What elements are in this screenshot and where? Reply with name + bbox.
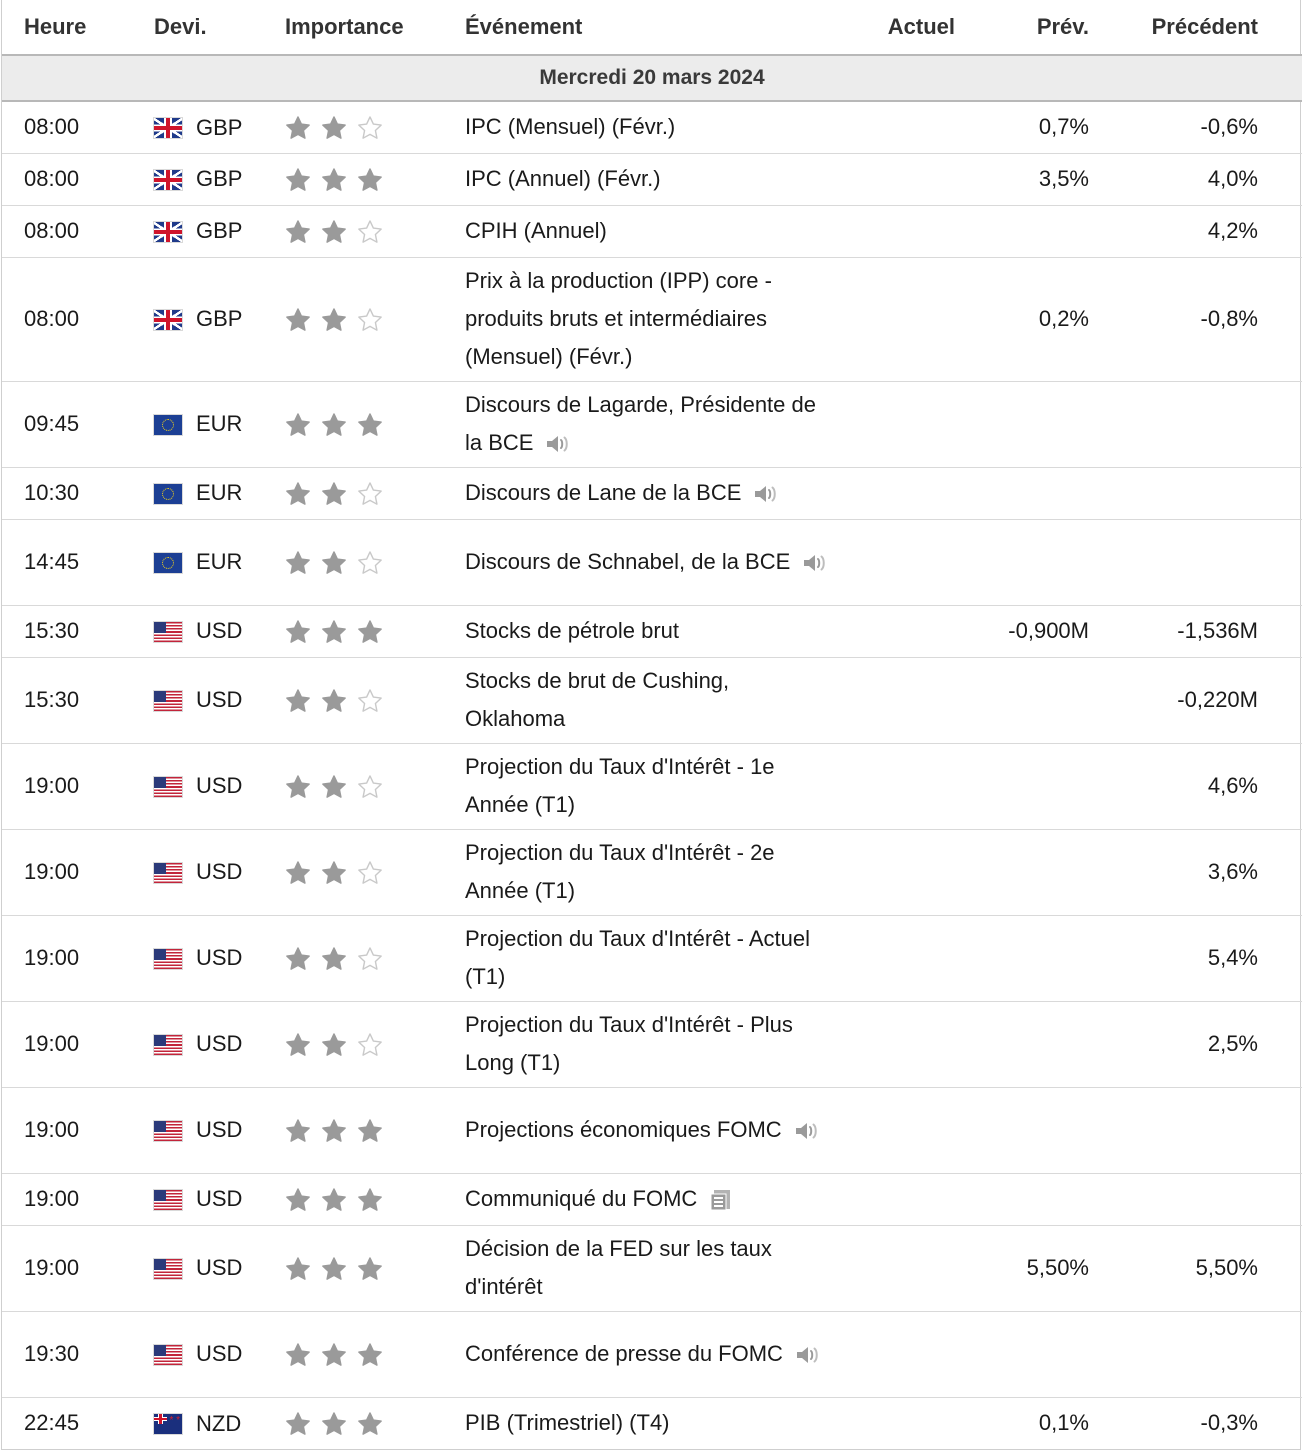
header-row: [2, 0, 1302, 55]
star-empty-icon: [357, 307, 383, 333]
event-row[interactable]: [2, 657, 1302, 743]
row-spacer: [1258, 205, 1302, 257]
event-row[interactable]: [2, 1001, 1302, 1087]
star-empty-icon: [357, 1032, 383, 1058]
event-currency: [154, 743, 285, 829]
event-previous: 4,2%: [1089, 205, 1258, 257]
event-name[interactable]: IPC (Mensuel) (Févr.): [465, 114, 676, 140]
event-name[interactable]: IPC (Annuel) (Févr.): [465, 166, 661, 191]
flag-eu-icon: [154, 415, 182, 435]
currency-code: USD: [196, 687, 243, 713]
speaker-icon[interactable]: [795, 1344, 821, 1366]
importance-stars: [285, 1311, 465, 1397]
event-time: 19:00: [2, 1225, 154, 1311]
star-filled-icon: [285, 219, 311, 245]
currency-code: GBP: [196, 218, 243, 244]
event-name[interactable]: Projection du Taux d'Intérêt - Actuel (T1): [465, 926, 810, 989]
event-currency: [154, 519, 285, 605]
star-filled-icon: [285, 1032, 311, 1058]
event-previous: -0,8%: [1089, 257, 1258, 381]
speaker-icon[interactable]: [753, 483, 779, 505]
row-spacer: [1258, 1173, 1302, 1225]
flag-gb-icon: [154, 222, 182, 242]
col-header-time[interactable]: Heure: [2, 0, 154, 55]
event-name[interactable]: Stocks de brut de Cushing, Oklahoma: [465, 668, 730, 731]
importance-stars: [285, 101, 465, 153]
importance-stars: [285, 605, 465, 657]
event-previous: [1089, 1311, 1258, 1397]
currency-code: USD: [196, 1031, 243, 1057]
event-actual: [835, 1001, 955, 1087]
event-time: 14:45: [2, 519, 154, 605]
event-currency: [154, 1173, 285, 1225]
currency-code: NZD: [196, 1410, 242, 1436]
event-currency: [154, 257, 285, 381]
event-actual: [835, 257, 955, 381]
importance-stars: [285, 257, 465, 381]
event-actual: [835, 1397, 955, 1449]
event-name[interactable]: Discours de Lagarde, Présidente de la BCE: [465, 392, 816, 455]
event-actual: [835, 101, 955, 153]
event-row[interactable]: [2, 519, 1302, 605]
star-filled-icon: [285, 1187, 311, 1213]
event-actual: [835, 205, 955, 257]
event-name[interactable]: Communiqué du FOMC: [465, 1186, 698, 1211]
currency-code: USD: [196, 618, 243, 644]
importance-stars: [285, 915, 465, 1001]
currency-code: EUR: [196, 549, 243, 575]
event-time: 15:30: [2, 605, 154, 657]
event-currency: [154, 467, 285, 519]
flag-us-icon: [154, 691, 182, 711]
star-filled-icon: [285, 860, 311, 886]
event-forecast: [955, 519, 1089, 605]
event-currency: [154, 153, 285, 205]
currency-code: USD: [196, 773, 243, 799]
star-filled-icon: [357, 1342, 383, 1368]
row-spacer: [1258, 519, 1302, 605]
event-row[interactable]: [2, 743, 1302, 829]
event-time: 19:30: [2, 1311, 154, 1397]
col-header-actual[interactable]: Actuel: [835, 0, 955, 55]
star-filled-icon: [321, 1411, 347, 1437]
event-time: 22:45: [24, 1410, 80, 1436]
star-filled-icon: [321, 946, 347, 972]
speaker-icon[interactable]: [794, 1120, 820, 1142]
star-filled-icon: [285, 774, 311, 800]
event-actual: [835, 381, 955, 467]
event-row[interactable]: [2, 101, 1302, 153]
importance-stars: [285, 1225, 465, 1311]
row-spacer: [1258, 101, 1302, 153]
event-actual: [835, 467, 955, 519]
event-previous: -0,3%: [1200, 1410, 1258, 1436]
currency-code: EUR: [196, 411, 243, 437]
flag-eu-icon: [154, 484, 182, 504]
currency-code: GBP: [196, 166, 243, 192]
event-name[interactable]: Stocks de pétrole brut: [465, 618, 680, 643]
event-previous: 2,5%: [1089, 1001, 1258, 1087]
currency-code: USD: [196, 1341, 243, 1367]
star-filled-icon: [285, 412, 311, 438]
event-forecast: [955, 467, 1089, 519]
event-name-cell: [465, 1225, 835, 1311]
event-name-cell: [465, 829, 835, 915]
star-filled-icon: [357, 167, 383, 193]
event-previous: 4,6%: [1089, 743, 1258, 829]
event-currency: [154, 1001, 285, 1087]
event-time: 08:00: [2, 153, 154, 205]
event-currency: [154, 657, 285, 743]
event-name-cell: [465, 519, 835, 605]
star-filled-icon: [321, 774, 347, 800]
event-time: 19:00: [2, 743, 154, 829]
col-header-event[interactable]: Événement: [465, 0, 835, 55]
event-row[interactable]: [2, 605, 1302, 657]
star-filled-icon: [321, 550, 347, 576]
event-row[interactable]: [2, 1397, 1302, 1449]
star-empty-icon: [357, 550, 383, 576]
event-forecast: [955, 915, 1089, 1001]
currency-code: USD: [196, 1117, 243, 1143]
events-list: [2, 101, 1302, 1449]
event-name-cell: [465, 605, 835, 657]
event-previous: -0,6%: [1089, 101, 1258, 153]
event-name[interactable]: Projection du Taux d'Intérêt - Plus Long (T1): [465, 1012, 793, 1075]
row-spacer: [1258, 657, 1302, 743]
event-name[interactable]: PIB (Trimestriel) (T4): [465, 1410, 670, 1436]
event-forecast: 0,1%: [1038, 1410, 1089, 1436]
event-time: 19:00: [2, 1087, 154, 1173]
importance-stars: [285, 381, 465, 467]
star-filled-icon: [321, 1187, 347, 1213]
event-currency: [154, 829, 285, 915]
importance-stars: [285, 829, 465, 915]
event-currency: [154, 101, 285, 153]
event-row[interactable]: [2, 1173, 1302, 1225]
event-currency: [154, 381, 285, 467]
currency-code: USD: [196, 1186, 243, 1212]
event-time: 10:30: [2, 467, 154, 519]
star-filled-icon: [321, 1256, 347, 1282]
importance-stars: [285, 1173, 465, 1225]
event-actual: [835, 1087, 955, 1173]
flag-gb-icon: [154, 118, 182, 138]
flag-us-icon: [154, 863, 182, 883]
event-forecast: 3,5%: [955, 153, 1089, 205]
document-icon[interactable]: [709, 1188, 733, 1212]
row-spacer: [1258, 467, 1302, 519]
event-time: 19:00: [2, 1001, 154, 1087]
star-filled-icon: [321, 688, 347, 714]
event-name[interactable]: Conférence de presse du FOMC: [465, 1341, 783, 1366]
importance-stars: [285, 743, 465, 829]
star-filled-icon: [321, 219, 347, 245]
event-actual: [835, 829, 955, 915]
event-name[interactable]: Prix à la production (IPP) core - produits bruts et intermédiaires (Mensuel) (Févr.): [465, 268, 772, 369]
event-previous: [1089, 1173, 1258, 1225]
flag-us-icon: [154, 1121, 182, 1141]
event-currency: [154, 1397, 285, 1449]
flag-gb-icon: [154, 170, 182, 190]
event-currency: [154, 1225, 285, 1311]
event-time: 08:00: [2, 101, 154, 153]
event-name[interactable]: Décision de la FED sur les taux d'intérêt: [465, 1236, 772, 1299]
star-empty-icon: [357, 481, 383, 507]
event-name-cell: [465, 1001, 835, 1087]
importance-stars: [285, 657, 465, 743]
star-filled-icon: [285, 946, 311, 972]
event-row[interactable]: [2, 153, 1302, 205]
event-actual: [835, 153, 955, 205]
event-previous: [1089, 1087, 1258, 1173]
flag-nz-icon: [154, 1414, 182, 1434]
event-time: 19:00: [2, 1173, 154, 1225]
col-header-importance[interactable]: Importance: [285, 0, 465, 55]
flag-gb-icon: [154, 310, 182, 330]
event-previous: [1089, 381, 1258, 467]
row-spacer: [1258, 1001, 1302, 1087]
currency-code: GBP: [196, 114, 243, 140]
speaker-icon[interactable]: [545, 433, 571, 455]
event-currency: [154, 605, 285, 657]
event-forecast: 0,7%: [955, 101, 1089, 153]
star-filled-icon: [321, 860, 347, 886]
row-spacer: [1258, 153, 1302, 205]
flag-us-icon: [154, 777, 182, 797]
star-filled-icon: [285, 1256, 311, 1282]
event-name[interactable]: Projection du Taux d'Intérêt - 2e Année (T1): [465, 840, 775, 903]
importance-stars: [285, 1397, 465, 1449]
row-spacer: [1258, 829, 1302, 915]
event-forecast: 5,50%: [955, 1225, 1089, 1311]
col-header-currency[interactable]: Devi.: [154, 0, 285, 55]
row-spacer: [1258, 257, 1302, 381]
star-filled-icon: [357, 1411, 383, 1437]
currency-code: EUR: [196, 480, 243, 506]
event-name-cell: [465, 467, 835, 519]
star-filled-icon: [321, 307, 347, 333]
event-actual: [835, 1173, 955, 1225]
star-filled-icon: [285, 619, 311, 645]
row-spacer: [1258, 381, 1302, 467]
star-filled-icon: [321, 619, 347, 645]
event-name-cell: [465, 205, 835, 257]
row-spacer: [1258, 1397, 1302, 1449]
event-actual: [835, 657, 955, 743]
event-row[interactable]: [2, 257, 1302, 381]
event-actual: [835, 743, 955, 829]
flag-us-icon: [154, 949, 182, 969]
currency-code: USD: [196, 1255, 243, 1281]
event-time: 15:30: [2, 657, 154, 743]
col-header-forecast[interactable]: Prév.: [955, 0, 1089, 55]
event-forecast: [955, 1087, 1089, 1173]
event-time: 09:45: [2, 381, 154, 467]
event-forecast: [955, 657, 1089, 743]
event-row[interactable]: [2, 1311, 1302, 1397]
row-spacer: [1258, 605, 1302, 657]
col-header-previous[interactable]: Précédent: [1089, 0, 1258, 55]
star-filled-icon: [285, 550, 311, 576]
star-filled-icon: [321, 1032, 347, 1058]
event-row[interactable]: [2, 1087, 1302, 1173]
event-actual: [835, 1311, 955, 1397]
event-previous: 3,6%: [1089, 829, 1258, 915]
event-name-cell: [465, 1087, 835, 1173]
star-empty-icon: [357, 688, 383, 714]
speaker-icon[interactable]: [802, 552, 828, 574]
row-spacer: [1258, 1311, 1302, 1397]
event-name[interactable]: Projections économiques FOMC: [465, 1117, 782, 1142]
star-filled-icon: [357, 1187, 383, 1213]
importance-stars: [285, 1001, 465, 1087]
event-row[interactable]: [2, 467, 1302, 519]
event-row[interactable]: [2, 205, 1302, 257]
event-name-cell: [465, 153, 835, 205]
star-filled-icon: [321, 412, 347, 438]
importance-stars: [285, 205, 465, 257]
currency-code: GBP: [196, 306, 243, 332]
star-filled-icon: [321, 481, 347, 507]
event-row[interactable]: [2, 829, 1302, 915]
flag-us-icon: [154, 1345, 182, 1365]
event-time: 19:00: [2, 829, 154, 915]
event-name-cell: [465, 657, 835, 743]
star-filled-icon: [357, 412, 383, 438]
flag-eu-icon: [154, 553, 182, 573]
flag-us-icon: [154, 1035, 182, 1055]
event-forecast: [955, 205, 1089, 257]
event-currency: [154, 205, 285, 257]
event-previous: [1089, 467, 1258, 519]
event-forecast: [955, 1001, 1089, 1087]
event-name-cell: [465, 381, 835, 467]
star-filled-icon: [285, 481, 311, 507]
event-name-cell: [465, 101, 835, 153]
event-actual: [835, 915, 955, 1001]
event-previous: [1089, 519, 1258, 605]
row-spacer: [1258, 1087, 1302, 1173]
event-name-cell: [465, 257, 835, 381]
star-empty-icon: [357, 774, 383, 800]
star-filled-icon: [285, 688, 311, 714]
star-filled-icon: [321, 1342, 347, 1368]
star-filled-icon: [285, 115, 311, 141]
event-currency: [154, 915, 285, 1001]
event-actual: [835, 1225, 955, 1311]
row-spacer: [1258, 743, 1302, 829]
event-time: 08:00: [2, 205, 154, 257]
event-previous: -1,536M: [1089, 605, 1258, 657]
event-forecast: [955, 829, 1089, 915]
star-empty-icon: [357, 115, 383, 141]
event-name-cell: [465, 1173, 835, 1225]
star-filled-icon: [285, 167, 311, 193]
event-time: 08:00: [2, 257, 154, 381]
event-forecast: -0,900M: [955, 605, 1089, 657]
star-empty-icon: [357, 946, 383, 972]
importance-stars: [285, 519, 465, 605]
star-empty-icon: [357, 860, 383, 886]
event-name[interactable]: Projection du Taux d'Intérêt - 1e Année (T1): [465, 754, 775, 817]
event-name-cell: [465, 743, 835, 829]
event-forecast: 0,2%: [955, 257, 1089, 381]
star-filled-icon: [285, 307, 311, 333]
event-previous: -0,220M: [1089, 657, 1258, 743]
event-name-cell: [465, 1397, 835, 1449]
star-filled-icon: [321, 167, 347, 193]
flag-us-icon: [154, 622, 182, 642]
importance-stars: [285, 1087, 465, 1173]
star-empty-icon: [357, 219, 383, 245]
star-filled-icon: [357, 1256, 383, 1282]
importance-stars: [285, 153, 465, 205]
event-name[interactable]: CPIH (Annuel): [465, 218, 607, 243]
event-row[interactable]: [2, 915, 1302, 1001]
event-row[interactable]: [2, 1225, 1302, 1311]
day-separator-row: [2, 55, 1302, 101]
star-filled-icon: [285, 1411, 311, 1437]
event-name-cell: [465, 915, 835, 1001]
calendar-table: [2, 0, 1302, 1449]
event-forecast: [955, 1311, 1089, 1397]
day-label: Mercredi 20 mars 2024: [2, 55, 1302, 101]
row-spacer: [1258, 915, 1302, 1001]
event-name[interactable]: Discours de Lane de la BCE: [465, 480, 742, 505]
event-previous: 5,4%: [1089, 915, 1258, 1001]
event-currency: [154, 1311, 285, 1397]
importance-stars: [285, 467, 465, 519]
flag-us-icon: [154, 1259, 182, 1279]
currency-code: USD: [196, 945, 243, 971]
col-header-spacer: [1258, 0, 1302, 55]
star-filled-icon: [357, 1118, 383, 1144]
event-currency: [154, 1087, 285, 1173]
economic-calendar: [1, 0, 1301, 1450]
event-forecast: [955, 381, 1089, 467]
event-row[interactable]: [2, 381, 1302, 467]
star-filled-icon: [285, 1118, 311, 1144]
flag-us-icon: [154, 1190, 182, 1210]
star-filled-icon: [357, 619, 383, 645]
star-filled-icon: [321, 1118, 347, 1144]
event-actual: [835, 519, 955, 605]
event-time: 19:00: [2, 915, 154, 1001]
event-actual: [835, 605, 955, 657]
event-forecast: [955, 1173, 1089, 1225]
star-filled-icon: [321, 115, 347, 141]
star-filled-icon: [285, 1342, 311, 1368]
event-name-cell: [465, 1311, 835, 1397]
event-forecast: [955, 743, 1089, 829]
event-previous: 5,50%: [1089, 1225, 1258, 1311]
event-name[interactable]: Discours de Schnabel, de la BCE: [465, 549, 791, 574]
currency-code: USD: [196, 859, 243, 885]
event-previous: 4,0%: [1089, 153, 1258, 205]
row-spacer: [1258, 1225, 1302, 1311]
